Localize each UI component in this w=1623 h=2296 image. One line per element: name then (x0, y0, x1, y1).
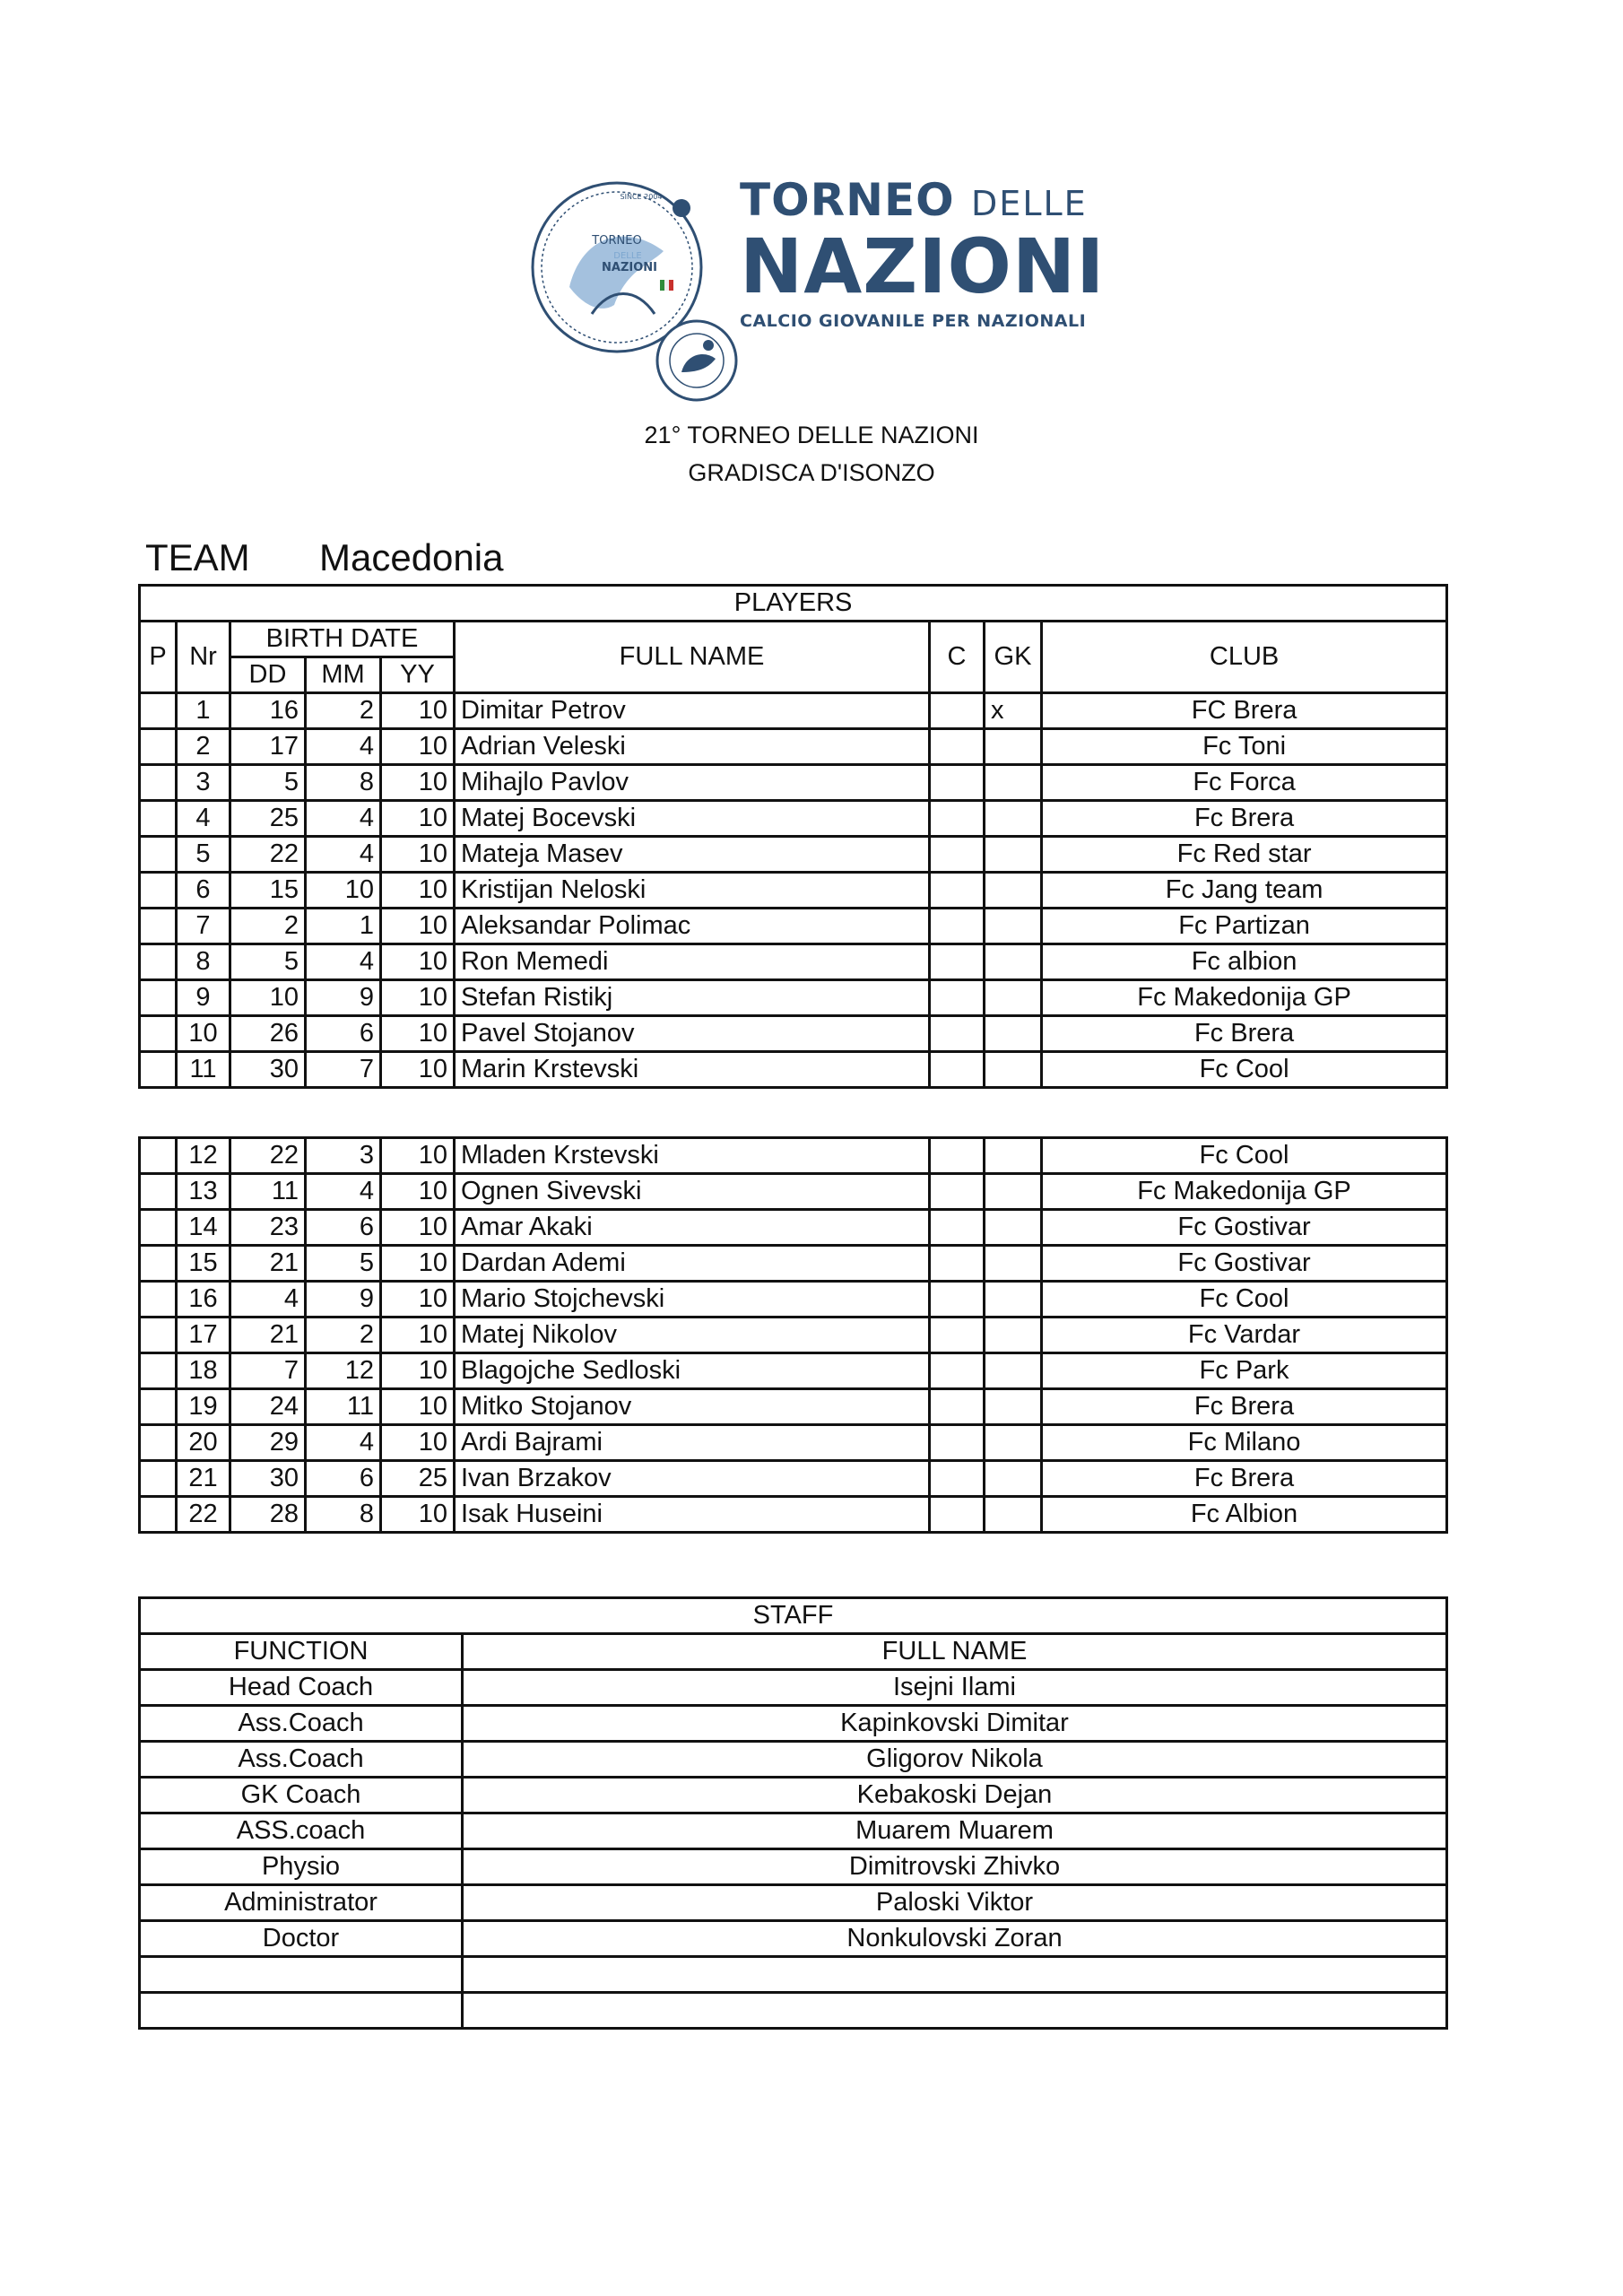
staff-function: Physio (140, 1849, 463, 1885)
staff-section-title: STAFF (140, 1598, 1447, 1634)
svg-text:SINCE 2004: SINCE 2004 (620, 193, 663, 201)
player-captain (930, 801, 985, 837)
player-captain (930, 1016, 985, 1052)
player-birth-day: 22 (230, 837, 306, 873)
player-captain (930, 837, 985, 873)
player-number: 13 (177, 1174, 230, 1210)
player-number: 11 (177, 1052, 230, 1088)
player-number: 9 (177, 980, 230, 1016)
staff-row (140, 1921, 1447, 1957)
staff-function (140, 1993, 463, 2029)
player-full-name: Marin Krstevski (455, 1052, 930, 1088)
player-birth-day: 2 (230, 909, 306, 944)
player-goalkeeper (985, 909, 1042, 944)
player-number: 16 (177, 1282, 230, 1318)
player-birth-day: 4 (230, 1282, 306, 1318)
player-birth-year: 10 (381, 693, 455, 729)
player-goalkeeper: x (985, 693, 1042, 729)
player-birth-day: 21 (230, 1246, 306, 1282)
player-captain (930, 944, 985, 980)
player-p (140, 1210, 177, 1246)
player-number: 12 (177, 1138, 230, 1174)
player-row (140, 801, 1447, 837)
player-club: Fc Cool (1042, 1138, 1447, 1174)
player-p (140, 873, 177, 909)
header-staff-full-name: FULL NAME (463, 1634, 1447, 1670)
player-birth-day: 11 (230, 1174, 306, 1210)
player-birth-year: 10 (381, 1138, 455, 1174)
player-number: 5 (177, 837, 230, 873)
player-row (140, 837, 1447, 873)
player-row (140, 765, 1447, 801)
player-birth-month: 4 (306, 1174, 381, 1210)
player-birth-year: 10 (381, 1497, 455, 1533)
player-birth-year: 10 (381, 1389, 455, 1425)
player-club: Fc Partizan (1042, 909, 1447, 944)
team-label: TEAM (145, 536, 250, 578)
player-club: Fc Park (1042, 1353, 1447, 1389)
player-row (140, 944, 1447, 980)
players-table-continued (138, 1136, 1448, 1534)
player-birth-month: 4 (306, 729, 381, 765)
staff-row (140, 1957, 1447, 1993)
player-p (140, 980, 177, 1016)
players-table (138, 584, 1448, 1089)
player-club: Fc Gostivar (1042, 1246, 1447, 1282)
player-club: Fc Cool (1042, 1052, 1447, 1088)
player-club: Fc Albion (1042, 1497, 1447, 1533)
player-captain (930, 693, 985, 729)
player-birth-month: 9 (306, 1282, 381, 1318)
player-birth-day: 25 (230, 801, 306, 837)
player-goalkeeper (985, 1425, 1042, 1461)
player-birth-year: 10 (381, 909, 455, 944)
brand-tagline: CALCIO GIOVANILE PER NAZIONALI (740, 311, 1087, 331)
player-birth-year: 10 (381, 1016, 455, 1052)
player-captain (930, 980, 985, 1016)
player-row (140, 1389, 1447, 1425)
player-birth-day: 17 (230, 729, 306, 765)
player-club: Fc Makedonija GP (1042, 980, 1447, 1016)
header-mm: MM (306, 657, 381, 693)
player-full-name: Mateja Masev (455, 837, 930, 873)
player-birth-month: 4 (306, 801, 381, 837)
staff-function: Head Coach (140, 1670, 463, 1706)
player-birth-day: 15 (230, 873, 306, 909)
player-birth-month: 4 (306, 837, 381, 873)
player-full-name: Mario Stojchevski (455, 1282, 930, 1318)
player-captain (930, 765, 985, 801)
player-full-name: Stefan Ristikj (455, 980, 930, 1016)
player-number: 21 (177, 1461, 230, 1497)
player-number: 20 (177, 1425, 230, 1461)
event-location: GRADISCA D'ISONZO (688, 459, 935, 486)
player-p (140, 729, 177, 765)
player-birth-month: 3 (306, 1138, 381, 1174)
player-goalkeeper (985, 837, 1042, 873)
team-name: Macedonia (319, 536, 504, 578)
player-full-name: Ognen Sivevski (455, 1174, 930, 1210)
player-birth-year: 10 (381, 944, 455, 980)
player-captain (930, 873, 985, 909)
player-p (140, 944, 177, 980)
player-club: Fc Brera (1042, 1016, 1447, 1052)
player-club: Fc Forca (1042, 765, 1447, 801)
staff-full-name (463, 1993, 1447, 2029)
player-p (140, 1353, 177, 1389)
header-nr: Nr (177, 622, 230, 693)
brand-delle: DELLE (971, 184, 1088, 223)
player-birth-year: 10 (381, 837, 455, 873)
player-full-name: Blagojche Sedloski (455, 1353, 930, 1389)
brand-nazioni: NAZIONI (740, 222, 1106, 310)
player-club: Fc Toni (1042, 729, 1447, 765)
player-birth-year: 10 (381, 1318, 455, 1353)
player-row (140, 1497, 1447, 1533)
player-birth-month: 1 (306, 909, 381, 944)
header-full-name: FULL NAME (455, 622, 930, 693)
player-full-name: Ron Memedi (455, 944, 930, 980)
player-full-name: Amar Akaki (455, 1210, 930, 1246)
player-birth-year: 10 (381, 980, 455, 1016)
player-birth-month: 11 (306, 1389, 381, 1425)
player-birth-month: 5 (306, 1246, 381, 1282)
player-goalkeeper (985, 1497, 1042, 1533)
staff-full-name (463, 1957, 1447, 1993)
player-row (140, 1425, 1447, 1461)
player-full-name: Mladen Krstevski (455, 1138, 930, 1174)
player-birth-day: 29 (230, 1425, 306, 1461)
player-goalkeeper (985, 873, 1042, 909)
player-full-name: Pavel Stojanov (455, 1016, 930, 1052)
staff-row (140, 1993, 1447, 2029)
player-full-name: Dimitar Petrov (455, 693, 930, 729)
event-title: 21° TORNEO DELLE NAZIONI (644, 422, 979, 448)
player-p (140, 1246, 177, 1282)
staff-full-name: Paloski Viktor (463, 1885, 1447, 1921)
player-goalkeeper (985, 1282, 1042, 1318)
player-birth-month: 2 (306, 693, 381, 729)
player-captain (930, 1318, 985, 1353)
player-number: 3 (177, 765, 230, 801)
player-birth-month: 10 (306, 873, 381, 909)
player-row (140, 1461, 1447, 1497)
player-birth-year: 10 (381, 1174, 455, 1210)
staff-function: Ass.Coach (140, 1742, 463, 1778)
player-birth-day: 22 (230, 1138, 306, 1174)
header-p: P (140, 622, 177, 693)
header-club: CLUB (1042, 622, 1447, 693)
player-birth-year: 10 (381, 873, 455, 909)
player-p (140, 1016, 177, 1052)
player-club: Fc Gostivar (1042, 1210, 1447, 1246)
player-birth-year: 10 (381, 1210, 455, 1246)
player-row (140, 1318, 1447, 1353)
player-birth-day: 23 (230, 1210, 306, 1246)
staff-full-name: Kebakoski Dejan (463, 1778, 1447, 1813)
staff-full-name: Nonkulovski Zoran (463, 1921, 1447, 1957)
player-number: 19 (177, 1389, 230, 1425)
player-p (140, 1174, 177, 1210)
player-p (140, 1282, 177, 1318)
player-birth-day: 16 (230, 693, 306, 729)
player-goalkeeper (985, 1016, 1042, 1052)
player-captain (930, 1461, 985, 1497)
player-p (140, 1497, 177, 1533)
player-club: Fc Vardar (1042, 1318, 1447, 1353)
player-row (140, 1138, 1447, 1174)
player-number: 22 (177, 1497, 230, 1533)
player-row (140, 1174, 1447, 1210)
player-goalkeeper (985, 729, 1042, 765)
player-birth-month: 6 (306, 1016, 381, 1052)
player-row (140, 1246, 1447, 1282)
player-p (140, 1318, 177, 1353)
player-birth-day: 30 (230, 1461, 306, 1497)
player-birth-month: 12 (306, 1353, 381, 1389)
player-goalkeeper (985, 1246, 1042, 1282)
player-p (140, 1389, 177, 1425)
player-birth-day: 30 (230, 1052, 306, 1088)
player-captain (930, 1052, 985, 1088)
player-birth-year: 10 (381, 765, 455, 801)
header-gk: GK (985, 622, 1042, 693)
svg-text:TORNEO: TORNEO (592, 234, 642, 248)
player-captain (930, 1389, 985, 1425)
header-birth-date: BIRTH DATE (230, 622, 455, 657)
player-birth-day: 26 (230, 1016, 306, 1052)
player-number: 18 (177, 1353, 230, 1389)
player-goalkeeper (985, 1353, 1042, 1389)
staff-row (140, 1670, 1447, 1706)
player-birth-year: 10 (381, 801, 455, 837)
staff-full-name: Muarem Muarem (463, 1813, 1447, 1849)
player-p (140, 765, 177, 801)
staff-function: ASS.coach (140, 1813, 463, 1849)
staff-row (140, 1778, 1447, 1813)
tournament-logo (529, 175, 1121, 399)
player-number: 14 (177, 1210, 230, 1246)
player-p (140, 837, 177, 873)
player-number: 2 (177, 729, 230, 765)
player-birth-day: 5 (230, 765, 306, 801)
player-number: 6 (177, 873, 230, 909)
brand-torneo: TORNEO (740, 174, 955, 226)
player-captain (930, 1497, 985, 1533)
player-birth-month: 9 (306, 980, 381, 1016)
player-birth-day: 28 (230, 1497, 306, 1533)
player-goalkeeper (985, 801, 1042, 837)
ball-emblem-icon (655, 318, 740, 404)
player-club: Fc Jang team (1042, 873, 1447, 909)
staff-function: GK Coach (140, 1778, 463, 1813)
staff-row (140, 1813, 1447, 1849)
header-c: C (930, 622, 985, 693)
player-birth-month: 2 (306, 1318, 381, 1353)
staff-row (140, 1706, 1447, 1742)
player-number: 4 (177, 801, 230, 837)
svg-text:DELLE: DELLE (613, 251, 642, 261)
player-club: Fc Milano (1042, 1425, 1447, 1461)
player-birth-year: 25 (381, 1461, 455, 1497)
player-captain (930, 1174, 985, 1210)
player-captain (930, 1425, 985, 1461)
player-captain (930, 1210, 985, 1246)
player-goalkeeper (985, 1461, 1042, 1497)
player-row (140, 1210, 1447, 1246)
player-birth-day: 10 (230, 980, 306, 1016)
player-full-name: Ivan Brzakov (455, 1461, 930, 1497)
player-number: 10 (177, 1016, 230, 1052)
player-p (140, 1425, 177, 1461)
player-captain (930, 1246, 985, 1282)
player-birth-year: 10 (381, 1425, 455, 1461)
brand-wordmark (740, 175, 1125, 331)
player-club: Fc Brera (1042, 1461, 1447, 1497)
player-birth-month: 8 (306, 1497, 381, 1533)
player-birth-month: 8 (306, 765, 381, 801)
player-captain (930, 729, 985, 765)
player-row (140, 980, 1447, 1016)
player-full-name: Adrian Veleski (455, 729, 930, 765)
player-goalkeeper (985, 980, 1042, 1016)
player-goalkeeper (985, 944, 1042, 980)
player-row (140, 873, 1447, 909)
staff-full-name: Gligorov Nikola (463, 1742, 1447, 1778)
staff-full-name: Kapinkovski Dimitar (463, 1706, 1447, 1742)
player-birth-day: 24 (230, 1389, 306, 1425)
player-club: Fc Red star (1042, 837, 1447, 873)
player-number: 7 (177, 909, 230, 944)
header-yy: YY (381, 657, 455, 693)
player-p (140, 1461, 177, 1497)
player-p (140, 909, 177, 944)
player-birth-month: 7 (306, 1052, 381, 1088)
player-row (140, 1016, 1447, 1052)
player-p (140, 1052, 177, 1088)
player-number: 17 (177, 1318, 230, 1353)
player-full-name: Kristijan Neloski (455, 873, 930, 909)
player-goalkeeper (985, 765, 1042, 801)
player-captain (930, 1282, 985, 1318)
player-full-name: Matej Bocevski (455, 801, 930, 837)
player-birth-year: 10 (381, 1246, 455, 1282)
player-full-name: Dardan Ademi (455, 1246, 930, 1282)
player-birth-month: 6 (306, 1461, 381, 1497)
player-number: 1 (177, 693, 230, 729)
player-goalkeeper (985, 1389, 1042, 1425)
player-captain (930, 1138, 985, 1174)
player-club: FC Brera (1042, 693, 1447, 729)
player-number: 8 (177, 944, 230, 980)
player-captain (930, 1353, 985, 1389)
player-full-name: Ardi Bajrami (455, 1425, 930, 1461)
player-captain (930, 909, 985, 944)
player-birth-month: 4 (306, 1425, 381, 1461)
player-goalkeeper (985, 1138, 1042, 1174)
player-goalkeeper (985, 1052, 1042, 1088)
staff-full-name: Isejni Ilami (463, 1670, 1447, 1706)
player-birth-year: 10 (381, 1353, 455, 1389)
players-section-title: PLAYERS (140, 586, 1447, 622)
player-goalkeeper (985, 1318, 1042, 1353)
svg-text:NAZIONI: NAZIONI (602, 261, 657, 274)
header-dd: DD (230, 657, 306, 693)
player-full-name: Isak Huseini (455, 1497, 930, 1533)
staff-table (138, 1596, 1448, 2030)
player-birth-year: 10 (381, 1052, 455, 1088)
player-club: Fc Cool (1042, 1282, 1447, 1318)
player-club: Fc Brera (1042, 801, 1447, 837)
staff-function (140, 1957, 463, 1993)
staff-function: Doctor (140, 1921, 463, 1957)
player-full-name: Mihajlo Pavlov (455, 765, 930, 801)
player-row (140, 909, 1447, 944)
player-club: Fc Makedonija GP (1042, 1174, 1447, 1210)
staff-row (140, 1742, 1447, 1778)
player-birth-month: 6 (306, 1210, 381, 1246)
player-goalkeeper (985, 1174, 1042, 1210)
staff-function: Ass.Coach (140, 1706, 463, 1742)
player-row (140, 729, 1447, 765)
staff-row (140, 1849, 1447, 1885)
player-club: Fc Brera (1042, 1389, 1447, 1425)
player-full-name: Matej Nikolov (455, 1318, 930, 1353)
player-club: Fc albion (1042, 944, 1447, 980)
header-function: FUNCTION (140, 1634, 463, 1670)
player-goalkeeper (985, 1210, 1042, 1246)
player-birth-day: 21 (230, 1318, 306, 1353)
player-birth-year: 10 (381, 1282, 455, 1318)
player-birth-day: 5 (230, 944, 306, 980)
player-birth-month: 4 (306, 944, 381, 980)
staff-function: Administrator (140, 1885, 463, 1921)
player-full-name: Mitko Stojanov (455, 1389, 930, 1425)
staff-full-name: Dimitrovski Zhivko (463, 1849, 1447, 1885)
brand-title-line1 (740, 175, 1125, 229)
player-p (140, 801, 177, 837)
player-number: 15 (177, 1246, 230, 1282)
player-p (140, 693, 177, 729)
staff-row (140, 1885, 1447, 1921)
player-p (140, 1138, 177, 1174)
player-row (140, 1052, 1447, 1088)
player-row (140, 1353, 1447, 1389)
player-row (140, 693, 1447, 729)
player-birth-day: 7 (230, 1353, 306, 1389)
player-full-name: Aleksandar Polimac (455, 909, 930, 944)
player-row (140, 1282, 1447, 1318)
player-birth-year: 10 (381, 729, 455, 765)
